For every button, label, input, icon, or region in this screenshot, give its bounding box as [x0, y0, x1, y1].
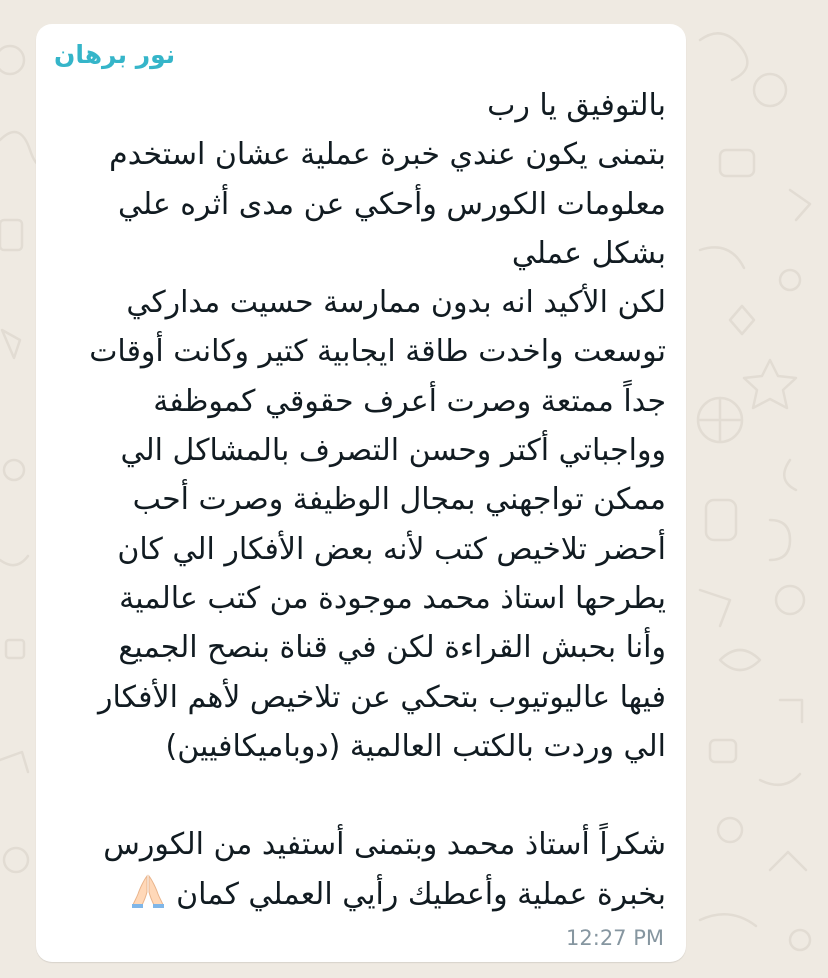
message-line: وواجباتي أكتر وحسن التصرف بالمشاكل الي	[120, 433, 666, 469]
sender-name[interactable]: نور برهان	[54, 40, 176, 69]
message-line: يطرحها استاذ محمد موجودة من كتب عالمية	[119, 580, 666, 616]
folded-hands-emoji-icon	[130, 874, 166, 923]
message-line: ممكن تواجهني بمجال الوظيفة وصرت أحب	[132, 482, 666, 518]
message-line: شكراً أستاذ محمد وبتمنى أستفيد من الكورس	[103, 827, 666, 863]
message-line: بشكل عملي	[511, 235, 666, 271]
message-line: جداً ممتعة وصرت أعرف حقوقي كموظفة	[153, 383, 666, 419]
message-line: بتمنى يكون عندي خبرة عملية عشان استخدم	[109, 137, 666, 173]
message-text	[66, 81, 666, 919]
message-line: معلومات الكورس وأحكي عن مدى أثره علي	[117, 186, 666, 222]
message-last-line	[66, 870, 666, 919]
message-line: لكن الأكيد انه بدون ممارسة حسيت مداركي	[126, 285, 666, 321]
message-bubble[interactable]	[36, 24, 686, 962]
message-line: الي وردت بالكتب العالمية (دوباميكافيين)	[165, 728, 666, 764]
message-line: فيها عاليوتيوب بتحكي عن تلاخيص لأهم الأفكار	[97, 679, 666, 715]
message-line: بالتوفيق يا رب	[487, 88, 666, 123]
message-blank-line	[66, 771, 666, 820]
message-line: أحضر تلاخيص كتب لأنه بعض الأفكار الي كان	[117, 531, 666, 567]
message-line: وأنا بحبش القراءة لكن في قناة بنصح الجميع	[118, 630, 666, 666]
message-line-text: بخبرة عملية وأعطيك رأيي العملي كمان	[176, 876, 666, 912]
message-line: توسعت واخدت طاقة ايجابية كتير وكانت أوقات	[89, 334, 666, 370]
message-timestamp: 12:27 PM	[566, 926, 664, 950]
